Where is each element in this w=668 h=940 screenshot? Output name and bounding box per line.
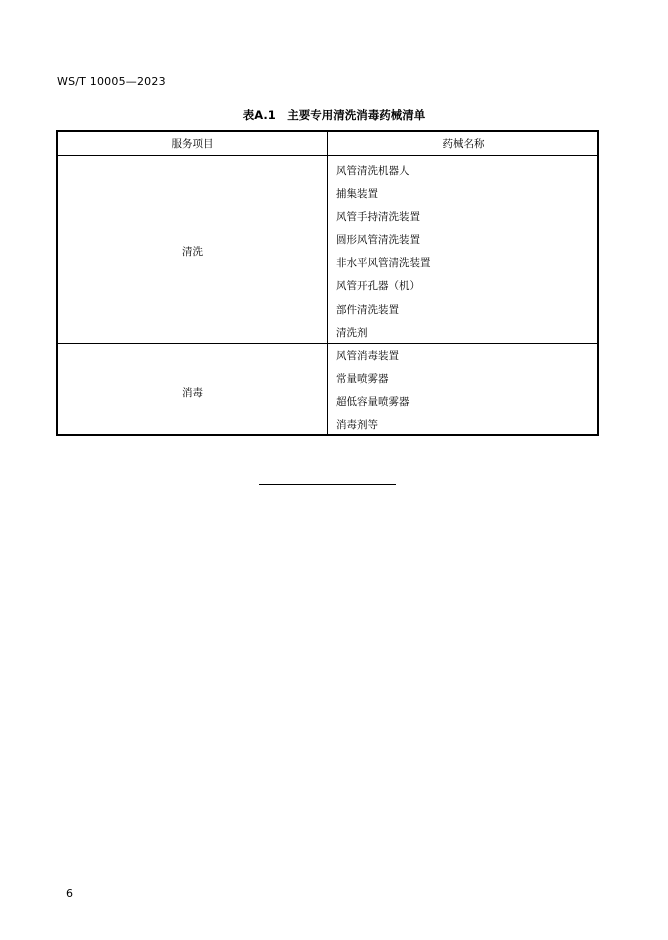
service-disinfection: 消毒 — [182, 387, 203, 399]
column-header-equipment: 药械名称 — [442, 138, 485, 150]
list-item: 风管开孔器（机） — [336, 280, 420, 293]
column-divider — [327, 132, 328, 434]
row-divider — [58, 343, 597, 344]
list-item: 清洗剂 — [336, 326, 368, 339]
list-item: 常量喷雾器 — [336, 373, 389, 386]
end-of-document-line — [259, 484, 396, 485]
list-item: 风管消毒装置 — [336, 350, 399, 362]
list-item: 圆形风管清洗装置 — [336, 234, 420, 247]
list-item: 风管清洗机器人 — [336, 165, 410, 177]
cleaning-equipment-list — [336, 160, 431, 345]
list-item: 消毒剂等 — [336, 419, 378, 432]
standard-code: WS/T 10005—2023 — [57, 75, 166, 88]
list-item: 风管手持清洗装置 — [336, 211, 420, 224]
service-cleaning: 清洗 — [182, 246, 203, 258]
list-item: 部件清洗装置 — [336, 303, 399, 316]
page-number: 6 — [66, 887, 73, 900]
list-item: 超低容量喷雾器 — [336, 396, 410, 409]
list-item: 捕集装置 — [336, 188, 378, 201]
list-item: 非水平风管清洗装置 — [336, 257, 431, 270]
equipment-table — [56, 130, 599, 436]
table-title: 表A.1 主要专用清洗消毒药械清单 — [242, 108, 426, 122]
column-header-service: 服务项目 — [171, 138, 214, 150]
disinfection-equipment-list — [336, 345, 410, 437]
